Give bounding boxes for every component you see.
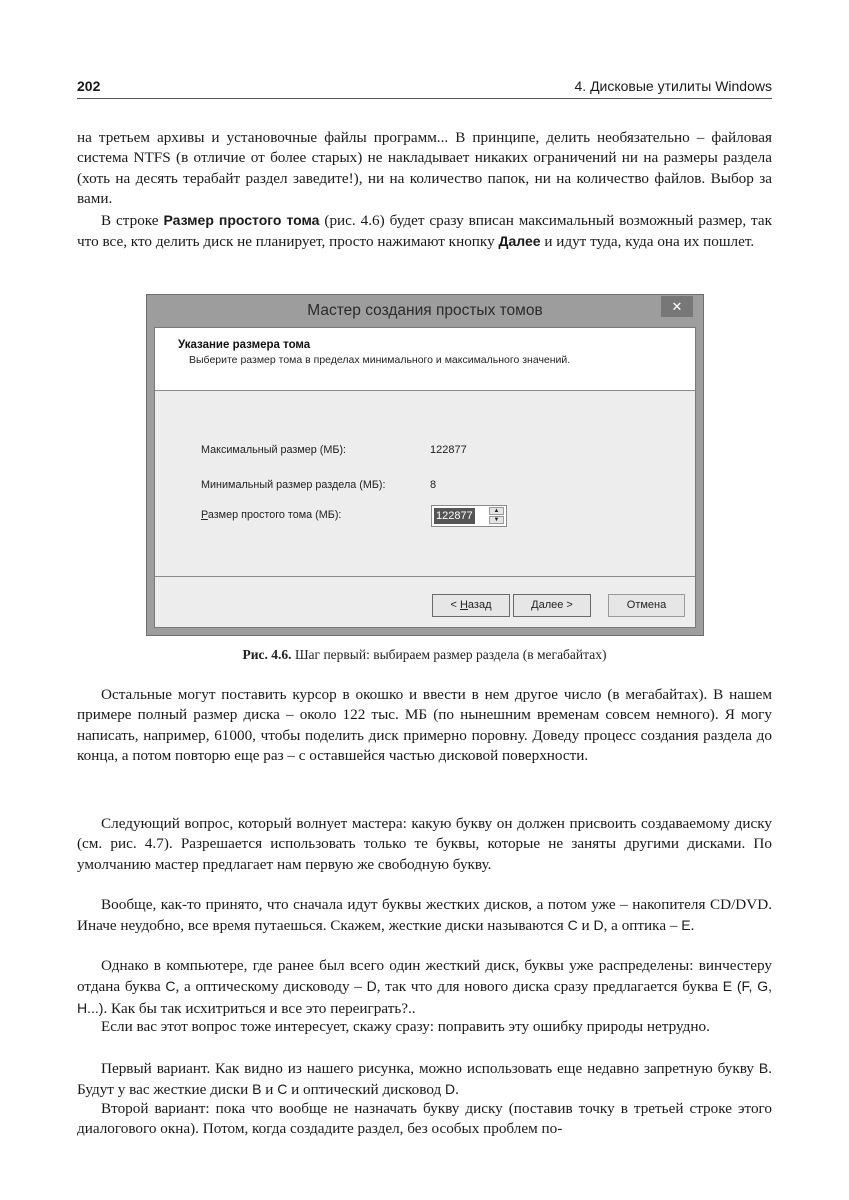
min-size-value: 8 — [430, 479, 437, 491]
stepper-buttons — [489, 507, 504, 525]
paragraph-9: Второй вариант: пока что вообще не назначать букву диску (поставив точку в третьей строке этого диалогового окна). Потом, когда создадите раздел, без особых проблем по- — [77, 1100, 772, 1138]
max-size-label: Максимальный размер (МБ): — [201, 444, 347, 456]
ui-term-size: Размер простого тома — [163, 212, 320, 228]
cancel-button[interactable]: Отмена — [608, 594, 685, 617]
paragraph-4: Следующий вопрос, который волнует мастера: какую букву он должен присвоить создаваемому диску (см. рис. 4.7). Разрешается использовать только те буквы, которые не заняты другими дисками. По умолчанию мастер предлагает нам первую же свободную букву. — [77, 815, 772, 873]
paragraph-7: Если вас этот вопрос тоже интересует, скажу сразу: поправить эту ошибку природы нетрудно. — [101, 1018, 710, 1035]
close-button[interactable] — [661, 296, 693, 317]
ui-term-next: Далее — [498, 233, 541, 250]
paragraph-8: Первый вариант. Как видно из нашего рисунка, можно использовать еще недавно запретную букву B. Будут у вас жесткие диски B и C и оптический дисковод D. — [77, 1060, 772, 1099]
wizard-header — [155, 328, 695, 391]
decrement-button[interactable] — [489, 516, 504, 524]
paragraph-3: Остальные могут поставить курсор в окошко и ввести в нем другое число (в мегабайтах). В нашем примере полный размер диска – около 122 тыс. МБ (по нынешним временам совсем немного). Я могу написать, например, 61000, чтобы поделить диск примерно поровну. Доведу процесс создания раздела до конца, а потом повторю еще раз – с оставшейся частью дисковой поверхности. — [77, 686, 772, 765]
wizard-step-description: Выберите размер тома в пределах минимального и максимального значений. — [189, 354, 571, 366]
page-number: 202 — [77, 78, 101, 94]
paragraph-5: Вообще, как-то принято, что сначала идут буквы жестких дисков, а потом уже – накопителя CD/DVD. Иначе неудобно, все время путаешься. Скажем, жесткие диски называются C и D, а оптика – E. — [77, 896, 772, 935]
figure-caption: Рис. 4.6. Шаг первый: выбираем размер раздела (в мегабайтах) — [242, 647, 607, 662]
volume-size-label: Размер простого тома (МБ): — [201, 509, 342, 521]
volume-size-input[interactable]: 122877 — [436, 510, 473, 522]
wizard-step-title: Указание размера тома — [178, 339, 311, 351]
close-icon: ✕ — [671, 299, 683, 314]
dialog-body — [154, 327, 696, 628]
max-size-value: 122877 — [430, 444, 467, 456]
min-size-label: Минимальный размер раздела (МБ): — [201, 479, 386, 491]
back-button[interactable]: < Назад — [432, 594, 510, 617]
dialog-title: Мастер создания простых томов — [307, 302, 543, 319]
arrow-up-icon: ▲ — [493, 508, 500, 514]
next-button[interactable]: Далее > — [513, 594, 591, 617]
footer-divider — [155, 576, 695, 577]
increment-button[interactable] — [489, 507, 504, 515]
paragraph-1: на третьем архивы и установочные файлы программ... В принципе, делить необязательно – файловая система NTFS (в отличие от более старых) не накладывает никаких ограничений ни на размеры раздела (хоть на десять терабайт раздел заведите!), ни на количество папок, ни на количество файлов. Выбор за вами. — [77, 129, 772, 208]
paragraph-2: В строке Размер простого тома (рис. 4.6) будет сразу вписан максимальный возможный размер, так что все, кто делить диск не планирует, просто нажимают кнопку Далее и идут туда, куда она их пошлет. — [77, 212, 772, 251]
chapter-title: 4. Дисковые утилиты Windows — [574, 78, 772, 94]
wizard-dialog — [146, 294, 704, 636]
arrow-down-icon: ▼ — [493, 517, 500, 523]
volume-size-stepper[interactable] — [431, 505, 507, 527]
figure-label: Рис. 4.6. — [242, 647, 292, 662]
running-head — [77, 76, 772, 99]
paragraph-6: Однако в компьютере, где ранее был всего один жесткий диск, буквы уже распределены: винчестеру отдана буква C, а оптическому дисководу – D, так что для нового диска сразу предлагается буква E (F, G, H...). Как бы так исхитриться и все это переиграть?.. — [77, 957, 773, 1017]
